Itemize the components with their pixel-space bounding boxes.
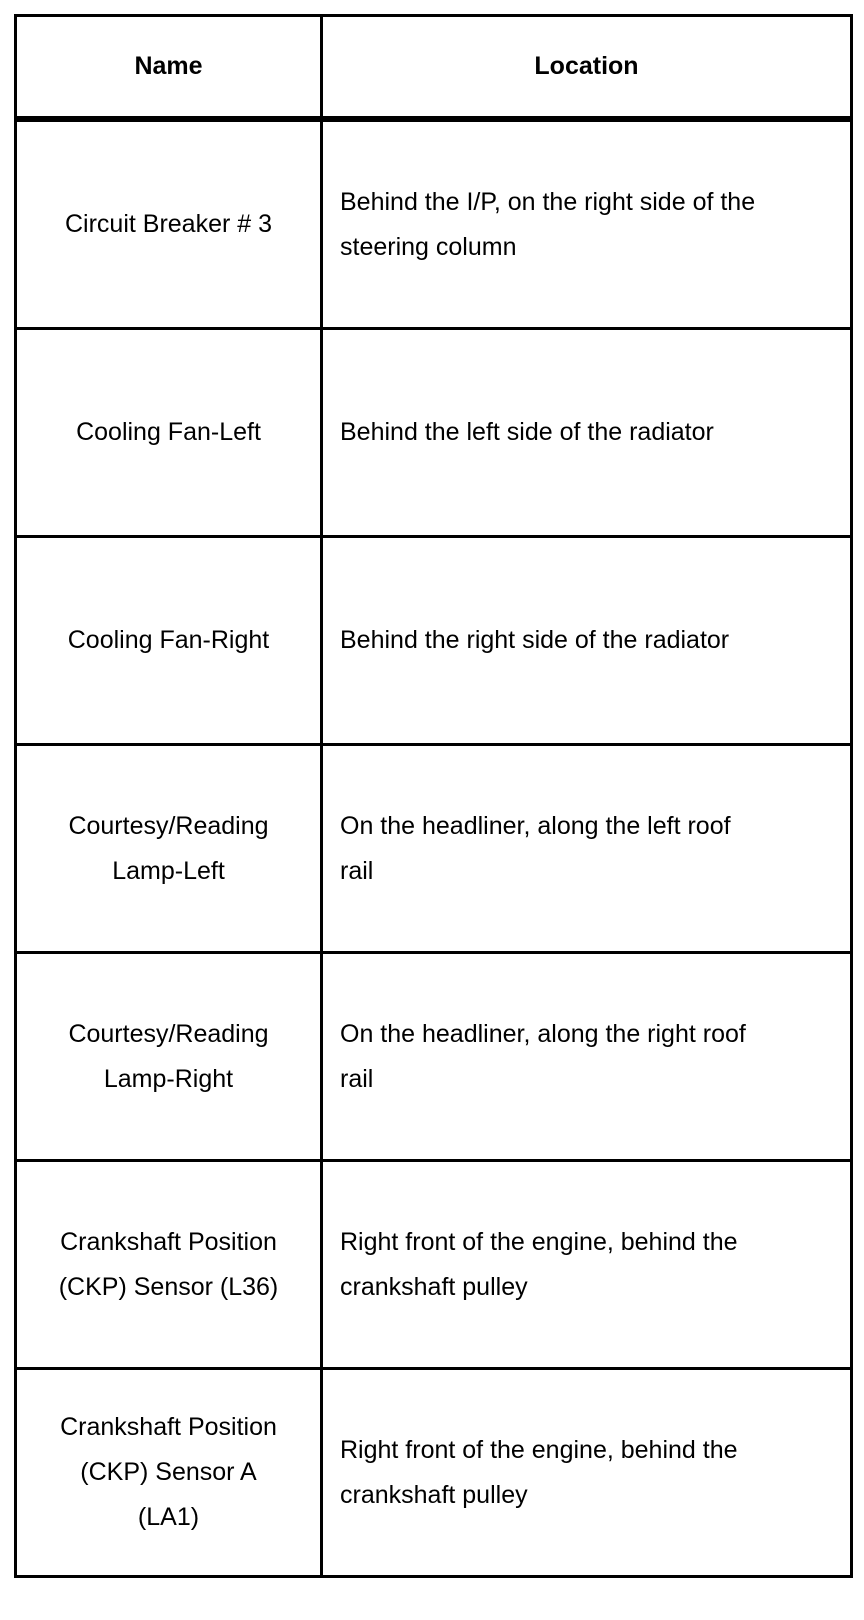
table-row [16,119,852,329]
table-row [16,953,852,1161]
location-cell [322,953,852,1161]
location-text: Right front of the engine, behind the crankshaft pulley [340,1435,738,1509]
table-row [16,329,852,537]
location-text: Behind the right side of the radiator [340,626,730,654]
name-cell [16,1369,322,1577]
column-header-name: Name [16,16,322,120]
name-text: Courtesy/Reading Lamp-Left [68,811,269,885]
location-text: On the headliner, along the right roof rail [340,1019,746,1093]
location-text: Right front of the engine, behind the crankshaft pulley [340,1227,738,1301]
name-text: Courtesy/Reading Lamp-Right [68,1019,269,1093]
name-cell [16,329,322,537]
location-text: Behind the left side of the radiator [340,418,714,446]
table-row [16,1161,852,1369]
location-cell [322,119,852,329]
name-text: Crankshaft Position (CKP) Sensor (L36) [58,1227,279,1301]
table-header-row [16,16,852,120]
location-cell [322,1161,852,1369]
table-row [16,745,852,953]
name-cell [16,119,322,329]
name-text: Circuit Breaker # 3 [64,210,273,238]
column-header-location: Location [322,16,852,120]
location-cell [322,537,852,745]
location-text: Behind the I/P, on the right side of the steering column [340,187,756,261]
name-cell [16,745,322,953]
location-cell [322,1369,852,1577]
table-row [16,537,852,745]
name-text: Cooling Fan-Right [67,626,270,654]
name-cell [16,1161,322,1369]
name-text: Cooling Fan-Left [76,418,261,446]
location-cell [322,745,852,953]
component-location-table-container [14,14,850,1578]
name-text: Crankshaft Position (CKP) Sensor A (LA1) [60,1413,277,1531]
location-text: On the headliner, along the left roof rail [340,811,731,885]
name-cell [16,953,322,1161]
name-cell [16,537,322,745]
component-location-table [14,14,853,1578]
table-row [16,1369,852,1577]
location-cell [322,329,852,537]
